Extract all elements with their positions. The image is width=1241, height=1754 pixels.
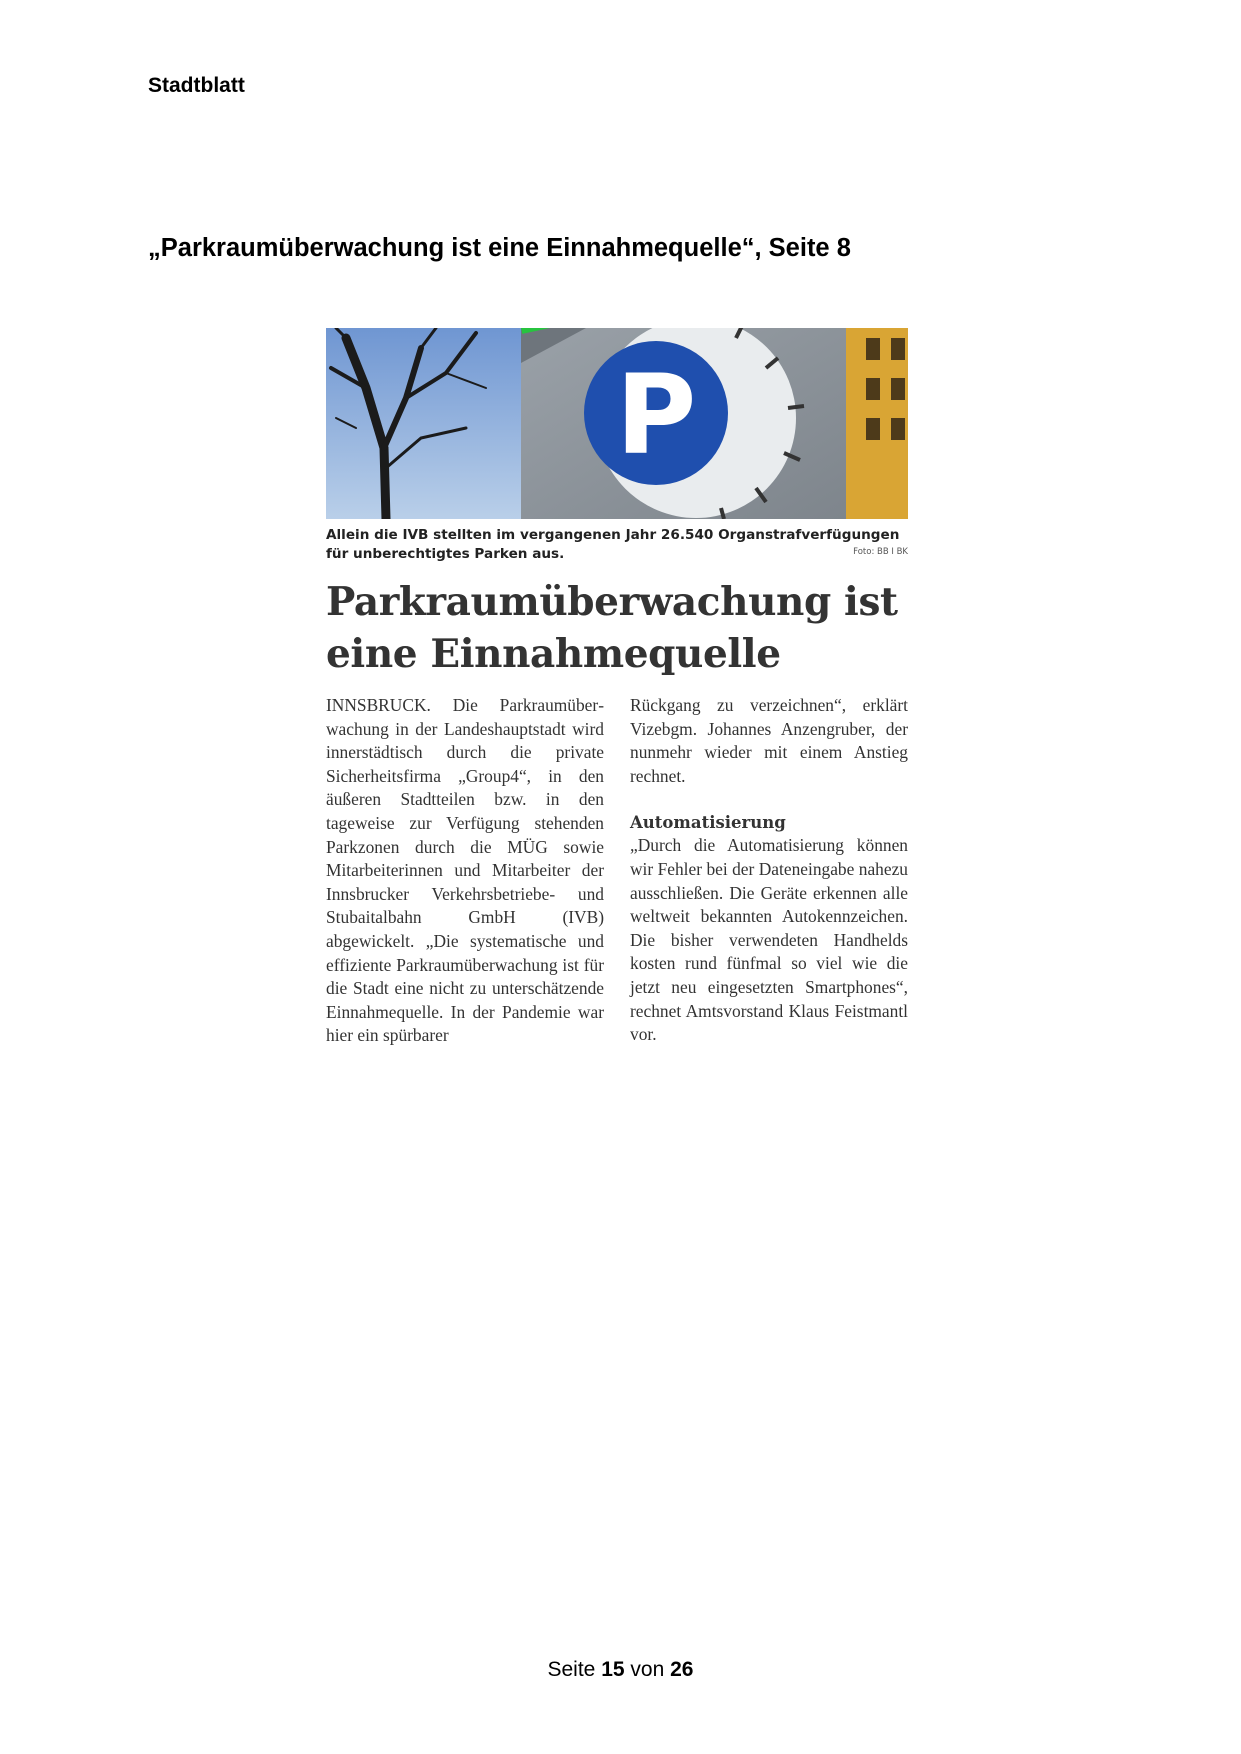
page-number: 15	[601, 1658, 625, 1681]
article-headline: Parkraumüberwachung ist eine Einnahmequelle	[326, 579, 898, 677]
caption-text: Allein die IVB stellten im vergangenen Jahr 26.540 Organstrafverfügungen für unberechtigtes Parken aus.	[326, 527, 900, 562]
column-right	[630, 694, 908, 1048]
article-photo	[326, 328, 908, 519]
footer-middle: von	[630, 1658, 665, 1681]
parking-sign-photo	[326, 328, 908, 519]
page-total: 26	[670, 1658, 694, 1681]
page-footer	[0, 1658, 1241, 1682]
column-left	[326, 694, 604, 1048]
body-paragraph: INNSBRUCK. Die Parkraumüberwachung in der Landeshauptstadt wird innerstädtisch durch die private Sicherheitsfirma „Group4“, in den äußeren Stadtteilen bzw. in den tageweise zur Verfügung stehenden Parkzonen durch die MÜG sowie Mitarbeiterinnen und Mitarbeiter der Innsbrucker Verkehrsbetriebe- und Stubaitalbahn GmbH (IVB) abgewickelt. „Die systematische und effiziente Parkraumüberwachung ist für die Stadt eine nicht zu unterschätzende Einnahmequelle. In der Pandemie war hier ein spürbarer	[326, 695, 604, 1046]
photo-caption	[326, 526, 908, 564]
article-body	[326, 694, 908, 1048]
body-paragraph: „Durch die Automatisierung können wir Fehler bei der Dateneingabe nahezu ausschließen. Die Geräte erkennen alle weltweit bekannten Autokennzeichen. Die bisher verwendeten Handhelds kosten rund fünfmal so viel wie die jetzt neu eingesetzten Smartphones“, rechnet Amtsvorstand Klaus Feistmantl vor.	[630, 835, 908, 1045]
subheading: Automatisierung	[630, 813, 786, 833]
photo-credit: Foto: BB I BK	[853, 547, 908, 557]
svg-text:P: P	[615, 351, 697, 479]
body-paragraph: Rückgang zu verzeichnen“, erklärt Vizebgm. Johannes Anzengruber, der nunmehr wieder mit einem Anstieg rechnet.	[630, 695, 908, 786]
source-name: Stadtblatt	[148, 74, 245, 97]
newspaper-clipping	[326, 328, 908, 1048]
document-heading: „Parkraumüberwachung ist eine Einnahmequelle“, Seite 8	[148, 234, 851, 262]
footer-prefix: Seite	[547, 1658, 596, 1681]
